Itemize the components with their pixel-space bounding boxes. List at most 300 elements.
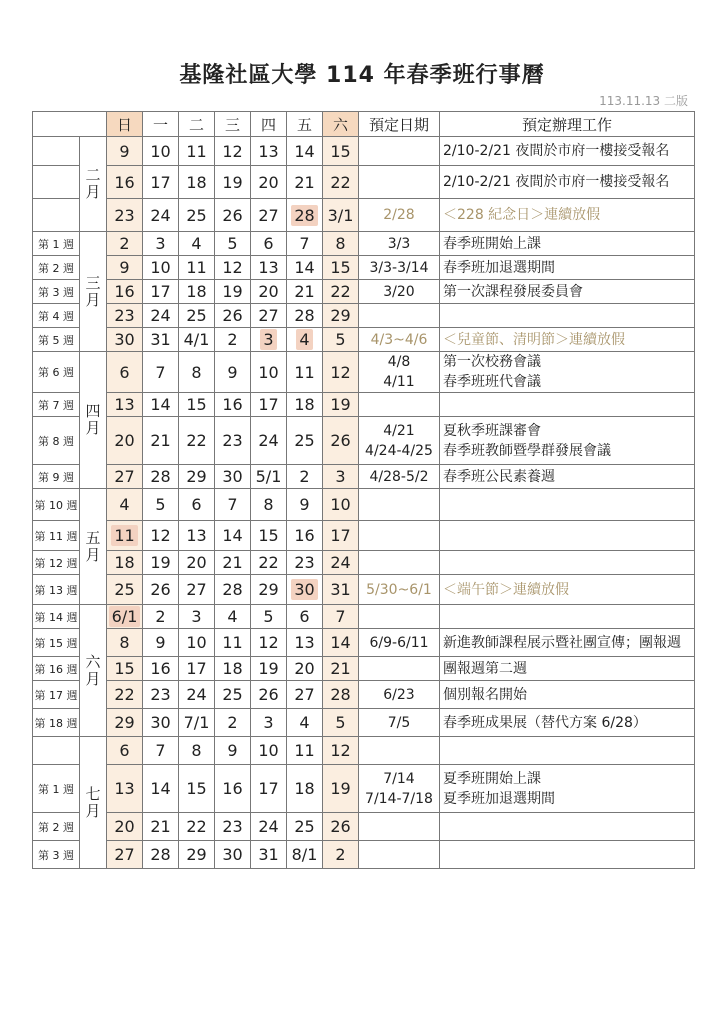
planned-date [359, 393, 440, 417]
planned-date: 6/9-6/11 [359, 629, 440, 657]
planned-date: 4/8 4/11 [359, 352, 440, 393]
day-cell: 3 [251, 709, 287, 737]
day-cell: 20 [251, 166, 287, 199]
day-cell: 30 [215, 841, 251, 869]
day-cell: 27 [251, 199, 287, 232]
planned-date [359, 605, 440, 629]
day-cell: 9 [215, 737, 251, 765]
day-cell: 21 [323, 657, 359, 681]
month-label: 五月 [80, 489, 107, 605]
planned-date [359, 137, 440, 166]
day-cell: 19 [215, 166, 251, 199]
day-cell: 24 [251, 417, 287, 465]
week-label: 第 18 週 [33, 709, 80, 737]
day-cell: 14 [287, 137, 323, 166]
day-cell: 4 [215, 605, 251, 629]
day-cell: 29 [107, 709, 143, 737]
day-cell: 9 [107, 256, 143, 280]
day-cell: 29 [179, 841, 215, 869]
day-cell: 12 [143, 521, 179, 551]
day-cell: 28 [215, 575, 251, 605]
table-row [33, 232, 695, 256]
calendar-table [32, 111, 695, 869]
day-cell: 5 [143, 489, 179, 521]
header-day-mon: 一 [143, 112, 179, 137]
day-cell: 26 [323, 813, 359, 841]
week-label: 第 4 週 [33, 304, 80, 328]
day-cell: 23 [107, 304, 143, 328]
planned-date: 7/5 [359, 709, 440, 737]
header-corner [33, 112, 107, 137]
week-label: 第 8 週 [33, 417, 80, 465]
day-cell: 23 [215, 813, 251, 841]
header-day-wed: 三 [215, 112, 251, 137]
day-cell: 17 [251, 393, 287, 417]
day-cell: 5 [323, 328, 359, 352]
day-cell: 23 [143, 681, 179, 709]
day-cell: 7 [143, 737, 179, 765]
day-cell: 15 [107, 657, 143, 681]
header-date: 預定日期 [359, 112, 440, 137]
day-cell: 18 [287, 765, 323, 813]
day-cell: 27 [287, 681, 323, 709]
day-cell: 9 [107, 137, 143, 166]
week-label [33, 166, 80, 199]
day-cell: 25 [215, 681, 251, 709]
table-row [33, 280, 695, 304]
day-cell: 12 [323, 737, 359, 765]
day-number-highlight: 3 [260, 329, 276, 350]
calendar-body [33, 137, 695, 869]
day-cell: 22 [323, 280, 359, 304]
table-row [33, 575, 695, 605]
day-cell: 23 [287, 551, 323, 575]
day-cell: 6 [179, 489, 215, 521]
table-row [33, 709, 695, 737]
day-cell: 6 [251, 232, 287, 256]
day-cell: 7 [323, 605, 359, 629]
planned-date [359, 841, 440, 869]
day-cell: 3 [323, 465, 359, 489]
day-cell: 15 [251, 521, 287, 551]
day-cell: 22 [179, 813, 215, 841]
day-cell: 24 [323, 551, 359, 575]
day-cell: 26 [215, 304, 251, 328]
day-cell: 30 [107, 328, 143, 352]
planned-work: 春季班開始上課 [440, 232, 695, 256]
table-row [33, 137, 695, 166]
day-cell: 8 [107, 629, 143, 657]
day-cell: 2 [107, 232, 143, 256]
day-cell: 12 [251, 629, 287, 657]
day-cell: 2 [215, 328, 251, 352]
day-cell: 20 [287, 657, 323, 681]
day-cell: 17 [251, 765, 287, 813]
day-cell: 15 [323, 256, 359, 280]
week-label: 第 3 週 [33, 841, 80, 869]
day-cell: 29 [323, 304, 359, 328]
day-cell: 18 [215, 657, 251, 681]
table-row [33, 737, 695, 765]
week-label [33, 737, 80, 765]
day-cell: 31 [251, 841, 287, 869]
day-cell: 17 [143, 280, 179, 304]
day-cell: 28 [143, 465, 179, 489]
day-cell: 20 [251, 280, 287, 304]
day-cell: 11 [179, 137, 215, 166]
day-cell: 17 [143, 166, 179, 199]
week-label: 第 15 週 [33, 629, 80, 657]
day-cell: 2 [143, 605, 179, 629]
day-cell: 28 [143, 841, 179, 869]
day-cell: 4/1 [179, 328, 215, 352]
day-cell: 16 [215, 393, 251, 417]
day-cell: 18 [107, 551, 143, 575]
day-cell: 25 [287, 813, 323, 841]
day-cell: 13 [107, 393, 143, 417]
day-number-highlight: 11 [111, 525, 137, 546]
week-label: 第 1 週 [33, 765, 80, 813]
page-title: 基隆社區大學 114 年春季班行事曆 [179, 63, 545, 88]
week-label: 第 10 週 [33, 489, 80, 521]
month-label: 四月 [80, 352, 107, 489]
day-cell: 26 [251, 681, 287, 709]
day-cell: 8 [179, 352, 215, 393]
planned-work: 團報週第二週 [440, 657, 695, 681]
week-label: 第 2 週 [33, 813, 80, 841]
day-cell: 18 [287, 393, 323, 417]
day-cell: 10 [323, 489, 359, 521]
planned-date: 3/20 [359, 280, 440, 304]
table-row [33, 393, 695, 417]
day-cell: 8 [323, 232, 359, 256]
day-cell: 16 [107, 280, 143, 304]
planned-date [359, 813, 440, 841]
day-cell: 5/1 [251, 465, 287, 489]
planned-work [440, 489, 695, 521]
day-cell: 19 [251, 657, 287, 681]
planned-work: 夏秋季班課審會 春季班教師暨學群發展會議 [440, 417, 695, 465]
day-cell: 14 [323, 629, 359, 657]
day-cell: 4 [107, 489, 143, 521]
day-cell: 10 [251, 737, 287, 765]
day-cell: 12 [215, 137, 251, 166]
day-cell: 5 [251, 605, 287, 629]
day-cell: 7/1 [179, 709, 215, 737]
week-label: 第 13 週 [33, 575, 80, 605]
day-cell: 15 [179, 393, 215, 417]
planned-date: 6/23 [359, 681, 440, 709]
day-cell: 30 [143, 709, 179, 737]
header-row [33, 112, 695, 137]
planned-date [359, 521, 440, 551]
planned-date [359, 737, 440, 765]
day-cell: 25 [287, 417, 323, 465]
day-cell: 7 [287, 232, 323, 256]
day-number-highlight: 4 [296, 329, 312, 350]
planned-work [440, 841, 695, 869]
day-cell: 22 [323, 166, 359, 199]
day-cell: 13 [251, 256, 287, 280]
month-label: 二月 [80, 137, 107, 232]
day-cell: 7 [215, 489, 251, 521]
table-row [33, 813, 695, 841]
day-cell: 3 [143, 232, 179, 256]
day-cell: 19 [143, 551, 179, 575]
day-cell: 2 [287, 465, 323, 489]
day-cell: 30 [215, 465, 251, 489]
table-row [33, 465, 695, 489]
table-row [33, 199, 695, 232]
week-label [33, 199, 80, 232]
week-label: 第 7 週 [33, 393, 80, 417]
planned-work: 2/10-2/21 夜間於市府一樓接受報名 [440, 166, 695, 199]
day-cell: 31 [323, 575, 359, 605]
day-cell: 27 [179, 575, 215, 605]
table-row [33, 841, 695, 869]
day-cell: 6 [287, 605, 323, 629]
planned-date [359, 304, 440, 328]
day-cell: 15 [179, 765, 215, 813]
table-row [33, 489, 695, 521]
day-cell: 9 [143, 629, 179, 657]
table-row [33, 328, 695, 352]
week-label [33, 137, 80, 166]
day-cell: 11 [287, 352, 323, 393]
planned-date: 5/30~6/1 [359, 575, 440, 605]
day-cell: 21 [143, 417, 179, 465]
day-cell: 23 [107, 199, 143, 232]
week-label: 第 5 週 [33, 328, 80, 352]
planned-date: 2/28 [359, 199, 440, 232]
week-label: 第 16 週 [33, 657, 80, 681]
day-cell: 20 [107, 417, 143, 465]
table-row [33, 629, 695, 657]
day-cell: 9 [287, 489, 323, 521]
day-cell: 13 [179, 521, 215, 551]
planned-work [440, 605, 695, 629]
planned-work: ＜端午節＞連續放假 [440, 575, 695, 605]
day-cell: 14 [215, 521, 251, 551]
planned-date [359, 657, 440, 681]
planned-work: 夏季班開始上課 夏季班加退選期間 [440, 765, 695, 813]
week-label: 第 14 週 [33, 605, 80, 629]
day-cell: 14 [143, 765, 179, 813]
planned-work [440, 393, 695, 417]
day-cell: 19 [215, 280, 251, 304]
day-cell: 29 [251, 575, 287, 605]
day-cell: 21 [287, 166, 323, 199]
planned-work: 春季班公民素養週 [440, 465, 695, 489]
month-label: 六月 [80, 605, 107, 737]
day-cell: 16 [287, 521, 323, 551]
day-cell: 27 [251, 304, 287, 328]
day-cell: 24 [251, 813, 287, 841]
day-cell: 5 [215, 232, 251, 256]
day-cell: 7 [143, 352, 179, 393]
day-cell: 3 [179, 605, 215, 629]
week-label: 第 12 週 [33, 551, 80, 575]
day-cell: 20 [179, 551, 215, 575]
table-row [33, 166, 695, 199]
header-day-sat: 六 [323, 112, 359, 137]
day-cell: 24 [179, 681, 215, 709]
day-cell: 23 [215, 417, 251, 465]
day-cell: 6 [107, 737, 143, 765]
day-cell: 11 [179, 256, 215, 280]
day-cell: 3/1 [323, 199, 359, 232]
planned-work [440, 304, 695, 328]
table-row [33, 304, 695, 328]
week-label: 第 2 週 [33, 256, 80, 280]
day-cell: 22 [251, 551, 287, 575]
week-label: 第 11 週 [33, 521, 80, 551]
planned-date: 4/28-5/2 [359, 465, 440, 489]
day-cell: 10 [143, 137, 179, 166]
header-work: 預定辦理工作 [440, 112, 695, 137]
table-row [33, 657, 695, 681]
day-cell: 8 [179, 737, 215, 765]
header-day-sun: 日 [107, 112, 143, 137]
header-day-thu: 四 [251, 112, 287, 137]
week-label: 第 1 週 [33, 232, 80, 256]
day-cell: 17 [323, 521, 359, 551]
day-cell: 10 [251, 352, 287, 393]
day-cell: 18 [179, 280, 215, 304]
day-cell: 19 [323, 393, 359, 417]
day-cell: 21 [215, 551, 251, 575]
day-cell: 10 [179, 629, 215, 657]
planned-work [440, 551, 695, 575]
planned-work: 春季班加退選期間 [440, 256, 695, 280]
day-cell [287, 575, 323, 605]
day-cell: 12 [215, 256, 251, 280]
day-cell [107, 605, 143, 629]
day-cell [107, 521, 143, 551]
day-cell: 5 [323, 709, 359, 737]
planned-work [440, 813, 695, 841]
day-cell: 2 [323, 841, 359, 869]
planned-work: 第一次課程發展委員會 [440, 280, 695, 304]
day-cell: 27 [107, 841, 143, 869]
day-cell: 21 [287, 280, 323, 304]
day-cell: 22 [107, 681, 143, 709]
planned-work [440, 737, 695, 765]
month-label: 七月 [80, 737, 107, 869]
day-cell: 13 [287, 629, 323, 657]
day-cell: 15 [323, 137, 359, 166]
version-label: 113.11.13 二版 [599, 94, 688, 108]
table-row [33, 256, 695, 280]
planned-work: 新進教師課程展示暨社團宣傳；團報週 [440, 629, 695, 657]
day-cell: 29 [179, 465, 215, 489]
planned-work: 第一次校務會議 春季班班代會議 [440, 352, 695, 393]
day-cell: 19 [323, 765, 359, 813]
day-cell: 8 [251, 489, 287, 521]
day-cell: 4 [287, 709, 323, 737]
week-label: 第 9 週 [33, 465, 80, 489]
planned-date: 4/3~4/6 [359, 328, 440, 352]
day-cell: 9 [215, 352, 251, 393]
day-cell: 26 [143, 575, 179, 605]
planned-work: ＜兒童節、清明節＞連續放假 [440, 328, 695, 352]
planned-date: 3/3 [359, 232, 440, 256]
day-cell: 16 [107, 166, 143, 199]
week-label: 第 17 週 [33, 681, 80, 709]
header-day-fri: 五 [287, 112, 323, 137]
table-row [33, 551, 695, 575]
planned-work: 個別報名開始 [440, 681, 695, 709]
day-cell: 17 [179, 657, 215, 681]
month-label: 三月 [80, 232, 107, 352]
table-row [33, 765, 695, 813]
day-cell: 16 [215, 765, 251, 813]
day-cell: 16 [143, 657, 179, 681]
day-cell: 14 [287, 256, 323, 280]
day-cell: 25 [179, 304, 215, 328]
day-cell: 13 [251, 137, 287, 166]
day-cell: 11 [215, 629, 251, 657]
table-row [33, 681, 695, 709]
planned-date: 7/14 7/14-7/18 [359, 765, 440, 813]
day-cell: 26 [215, 199, 251, 232]
header-day-tue: 二 [179, 112, 215, 137]
table-row [33, 521, 695, 551]
day-cell: 31 [143, 328, 179, 352]
day-number-highlight: 28 [291, 205, 317, 226]
day-cell: 25 [179, 199, 215, 232]
table-row [33, 605, 695, 629]
day-cell: 26 [323, 417, 359, 465]
day-cell: 24 [143, 304, 179, 328]
planned-date: 4/21 4/24-4/25 [359, 417, 440, 465]
planned-work: 春季班成果展（替代方案 6/28） [440, 709, 695, 737]
day-cell: 4 [179, 232, 215, 256]
planned-work: ＜228 紀念日＞連續放假 [440, 199, 695, 232]
day-number-highlight: 30 [291, 579, 317, 600]
day-cell: 27 [107, 465, 143, 489]
day-cell: 2 [215, 709, 251, 737]
planned-date: 3/3-3/14 [359, 256, 440, 280]
day-cell: 8/1 [287, 841, 323, 869]
planned-date [359, 551, 440, 575]
day-cell: 18 [179, 166, 215, 199]
day-cell: 14 [143, 393, 179, 417]
day-cell [287, 199, 323, 232]
day-cell: 13 [107, 765, 143, 813]
day-cell: 28 [323, 681, 359, 709]
day-cell: 20 [107, 813, 143, 841]
planned-work [440, 521, 695, 551]
planned-work: 2/10-2/21 夜間於市府一樓接受報名 [440, 137, 695, 166]
day-cell: 25 [107, 575, 143, 605]
day-cell: 6 [107, 352, 143, 393]
table-row [33, 417, 695, 465]
day-cell: 28 [287, 304, 323, 328]
day-cell: 22 [179, 417, 215, 465]
day-cell: 10 [143, 256, 179, 280]
day-cell: 24 [143, 199, 179, 232]
day-number-highlight: 6/1 [109, 606, 141, 627]
table-row [33, 352, 695, 393]
day-cell: 11 [287, 737, 323, 765]
day-cell [251, 328, 287, 352]
planned-date [359, 489, 440, 521]
day-cell: 21 [143, 813, 179, 841]
week-label: 第 3 週 [33, 280, 80, 304]
day-cell: 12 [323, 352, 359, 393]
week-label: 第 6 週 [33, 352, 80, 393]
